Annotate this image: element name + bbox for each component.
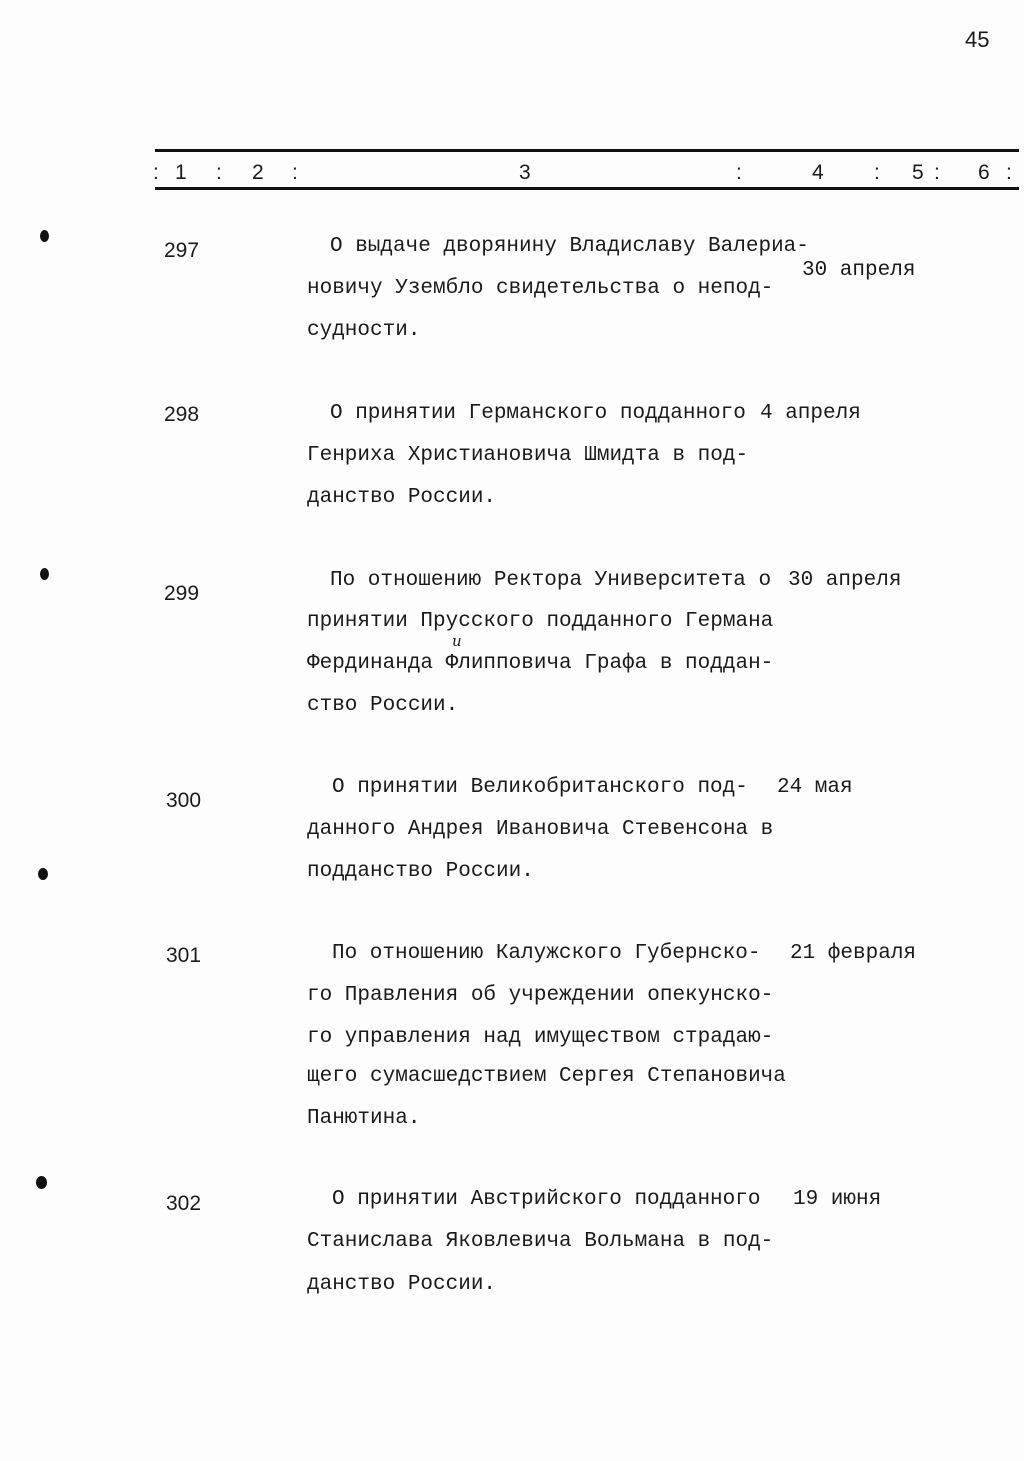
entry-number: 301 — [166, 944, 202, 967]
entry-text-line: го Правления об учреждении опекунско- — [307, 984, 774, 1007]
entry-text-line: подданство России. — [307, 860, 534, 883]
entry-text-line: По отношению Ректора Университета о — [330, 569, 772, 592]
entry-number: 297 — [164, 239, 200, 262]
column-header-2: 2 — [252, 161, 264, 184]
page-number: 45 — [965, 27, 990, 52]
handwritten-correction: и — [452, 632, 462, 650]
entry-text-line: По отношению Калужского Губернско- — [332, 942, 761, 965]
entry-number: 300 — [166, 789, 202, 812]
column-header-3: 3 — [519, 161, 531, 184]
entry-text-line: данство России. — [307, 1273, 497, 1296]
entry-text-line: принятии Прусского подданного Германа — [307, 610, 774, 633]
entry-text-line: данного Андрея Ивановича Стевенсона в — [307, 818, 774, 841]
header-top-rule — [155, 149, 1019, 152]
header-bottom-rule — [155, 187, 1019, 190]
entry-text-line: Панютина. — [307, 1107, 421, 1130]
entry-text-line: Генриха Христиановича Шмидта в под- — [307, 444, 749, 467]
binding-mark — [40, 230, 49, 242]
entry-date: 24 мая — [777, 776, 853, 799]
entry-text-line: Фердинанда Флипповича Графа в поддан- — [307, 652, 774, 675]
entry-text-line: данство России. — [307, 486, 497, 509]
entry-text-line: го управления над имуществом страдаю- — [307, 1026, 774, 1049]
entry-date: 19 июня — [793, 1188, 882, 1211]
column-header-1: 1 — [175, 161, 187, 184]
entry-text-line: О принятии Германского подданного — [330, 402, 746, 425]
binding-mark — [40, 568, 49, 580]
entry-text-line: Станислава Яковлевича Вольмана в под- — [307, 1230, 774, 1253]
entry-date: 21 февраля — [790, 942, 917, 965]
entry-text-line: О принятии Великобританского под- — [332, 776, 748, 799]
entry-date: 30 апреля — [802, 259, 916, 282]
entry-number: 302 — [166, 1192, 202, 1215]
entry-text-line: ство России. — [307, 694, 459, 717]
entry-text-line: О выдаче дворянину Владиславу Валериа- — [330, 235, 809, 258]
document-page: 45 : 1 : 2 : 3 : 4 : 5 : 6 : 297 О выдаче дворянину Владиславу Валериа- новичу Уземблo свидетельства о непод- судности. 30 апреля 298 О принятии Германского подданного Генриха Христиановича Шмидта в под- данство России. 4 апреля 299 По отношению Ректора Университета о принятии Прусского подданного Германа Фердинанда Флипповича Графа в поддан- ство России. и 30 апреля 300 О принятии Великобританского под- данного Андрея Ивановича Стевенсона в подданство России. 24 мая 301 По отношению Калужского Губернско- го Правления об учреждении опекунско- го управления над имуществом страдаю- щего сумасшедствием Сергея Степановича Панютина. 21 февраля 302 О принятии Австрийского подданного Станислава Яковлевича Вольмана в под- данство России. 19 июня — [0, 0, 1024, 1461]
column-header-6: 6 — [978, 161, 990, 184]
entry-date: 4 апреля — [760, 402, 861, 425]
column-header-4: 4 — [812, 161, 824, 184]
binding-mark — [36, 1176, 47, 1189]
entry-text-line: щего сумасшедствием Сергея Степановича — [307, 1065, 786, 1088]
entry-text-line: новичу Уземблo свидетельства о непод- — [307, 277, 774, 300]
entry-text-line: О принятии Австрийского подданного — [332, 1188, 761, 1211]
entry-number: 298 — [164, 403, 200, 426]
column-header-5: 5 — [912, 161, 924, 184]
binding-mark — [38, 868, 48, 880]
entry-text-line: судности. — [307, 319, 421, 342]
entry-number: 299 — [164, 582, 200, 605]
entry-date: 30 апреля — [788, 569, 902, 592]
